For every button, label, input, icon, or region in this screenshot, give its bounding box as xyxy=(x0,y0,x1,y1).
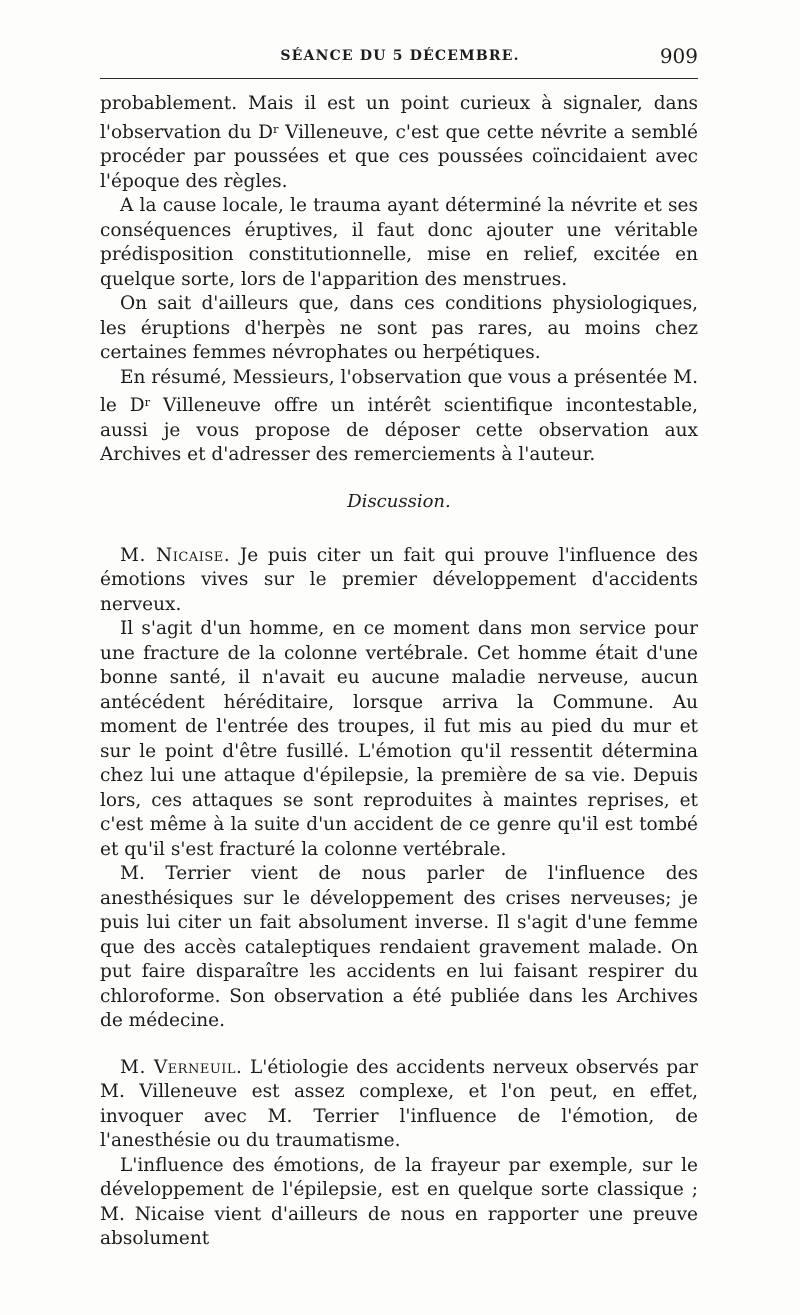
paragraph xyxy=(100,1056,698,1154)
paragraph xyxy=(100,366,698,468)
paragraph xyxy=(100,92,698,194)
paragraph: L'influence des émotions, de la frayeur par exemple, sur le développement de l'épilepsie, est en quelque sorte classique ; M. Nicaise vient d'ailleurs de nous en rapporter une preuve absolument xyxy=(100,1154,698,1250)
paragraph-text: Villeneuve, c'est que cette névrite a semblé procéder par poussées et que ces poussées coïncidaient avec l'époque des règles. xyxy=(100,121,698,192)
section-heading: Discussion. xyxy=(347,490,451,512)
speaker-name: M. Nicaise. xyxy=(120,544,231,566)
paragraph-text: L'étiologie des accidents nerveux observés par M. Villeneuve est assez complexe, et l'on peut, en effet, invoquer avec M. Terrier l'influence de l'émotion, de l'anesthésie ou du traumatisme. xyxy=(100,1056,699,1152)
header-rule xyxy=(100,78,698,79)
paragraph-gap xyxy=(100,1034,698,1056)
paragraph xyxy=(100,544,698,618)
paragraph-text: Villeneuve offre un intérêt scientifique incontestable, aussi je vous propose de déposer cette observation aux Archives et d'adresser des remerciements à l'auteur. xyxy=(100,395,698,466)
paragraph: Il s'agit d'un homme, en ce moment dans mon service pour une fracture de la colonne vertébrale. Cet homme était d'une bonne santé, il n'avait eu aucune maladie nerveuse, aucun antécédent héréditaire, lorsque arriva la Commune. Au moment de l'entrée des troupes, il fut mis au pied du mur et sur le point d'être fusillé. L'émotion qu'il ressentit détermina chez lui une attaque d'épilepsie, la première de sa vie. Depuis lors, ces attaques se sont reproduites à maintes reprises, et c'est même à la suite d'un accident de ce genre qu'il est tombé et qu'il s'est fracturé la colonne vertébrale. xyxy=(100,618,698,860)
running-title: SÉANCE DU 5 DÉCEMBRE. xyxy=(280,48,520,64)
speaker-name: M. Verneuil. xyxy=(120,1056,243,1078)
paragraph: M. Terrier vient de nous parler de l'influence des anesthésiques sur le développement des crises nerveuses; je puis lui citer un fait absolument inverse. Il s'agit d'une femme que des accès cataleptiques rendaient gravement malade. On put faire disparaître les accidents en lui faisant respirer du chloroforme. Son observation a été publiée dans les Archives de médecine. xyxy=(100,863,698,1032)
paragraph-text: En résumé, Messieurs, l'observation que vous a présentée M. le D xyxy=(100,366,698,417)
paragraph: A la cause locale, le trauma ayant déterminé la névrite et ses conséquences éruptives, il faut donc ajouter une véritable prédisposition constitutionnelle, mise en relief, excitée en quelque sorte, lors de l'apparition des menstrues. xyxy=(100,195,698,290)
superscript: r xyxy=(273,121,279,136)
paragraph-text: probablement. Mais il est un point curieux à signaler, dans l'observation du D xyxy=(100,93,698,143)
body-text xyxy=(100,92,698,1252)
paragraph: On sait d'ailleurs que, dans ces conditions physiologiques, les éruptions d'herpès ne sont pas rares, au moins chez certaines femmes névrophates ou herpétiques. xyxy=(100,293,698,364)
running-head xyxy=(100,44,700,76)
page-number: 909 xyxy=(659,44,698,68)
superscript: r xyxy=(144,395,151,410)
paragraph-text: Je puis citer un fait qui prouve l'influence des émotions vives sur le premier développement d'accidents nerveux. xyxy=(100,544,698,615)
